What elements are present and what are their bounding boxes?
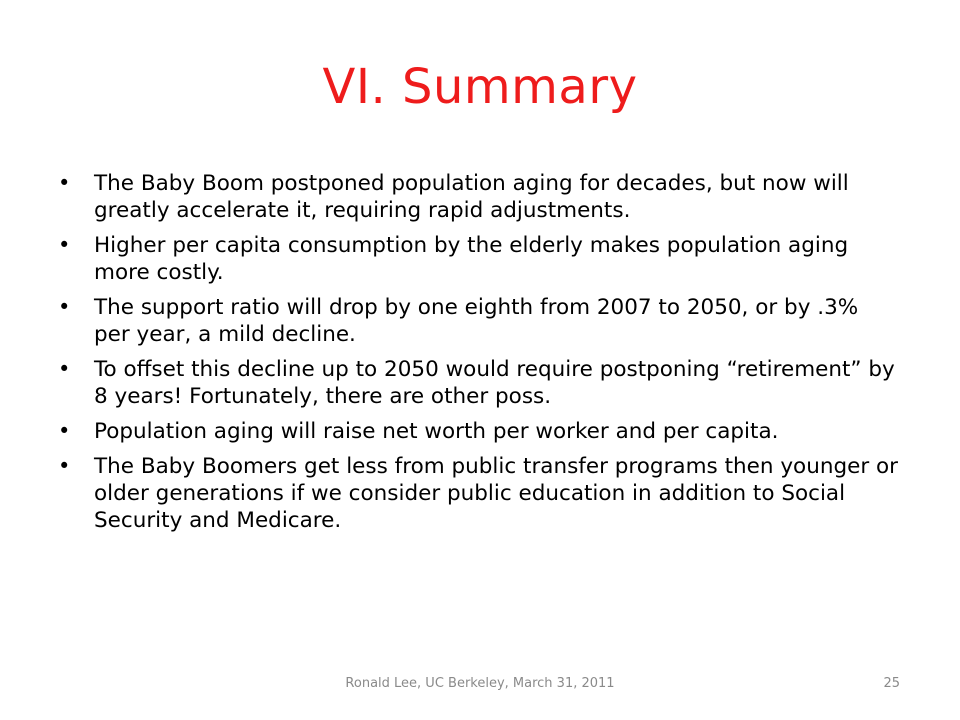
bullet-item — [58, 453, 898, 534]
bullet-icon: • — [58, 454, 71, 478]
bullet-text: Population aging will raise net worth per worker and per capita. — [94, 419, 779, 444]
bullet-item — [58, 232, 898, 286]
slide-title: VI. Summary — [322, 59, 638, 115]
bullet-item — [58, 418, 898, 445]
page-number: 25 — [883, 676, 900, 691]
bullet-item — [58, 356, 898, 410]
bullet-item — [58, 170, 898, 224]
bullet-icon: • — [58, 295, 71, 319]
bullet-icon: • — [58, 419, 71, 443]
bullet-text: The Baby Boomers get less from public transfer programs then younger or older generations if we consider public education in addition to Social Security and Medicare. — [94, 454, 898, 533]
bullet-icon: • — [58, 233, 71, 257]
bullet-item — [58, 294, 898, 348]
bullet-text: Higher per capita consumption by the elderly makes population aging more costly. — [94, 233, 849, 285]
bullet-icon: • — [58, 357, 71, 381]
bullet-icon: • — [58, 171, 71, 195]
bullet-text: The Baby Boom postponed population aging for decades, but now will greatly accelerate it, requiring rapid adjustments. — [94, 171, 849, 223]
bullet-text: The support ratio will drop by one eighth from 2007 to 2050, or by .3% per year, a mild decline. — [94, 295, 859, 347]
bullet-list — [58, 170, 898, 542]
slide-footer: Ronald Lee, UC Berkeley, March 31, 2011 — [345, 676, 615, 691]
bullet-text: To offset this decline up to 2050 would require postponing “retirement” by 8 years! Fortunately, there are other poss. — [94, 357, 895, 409]
